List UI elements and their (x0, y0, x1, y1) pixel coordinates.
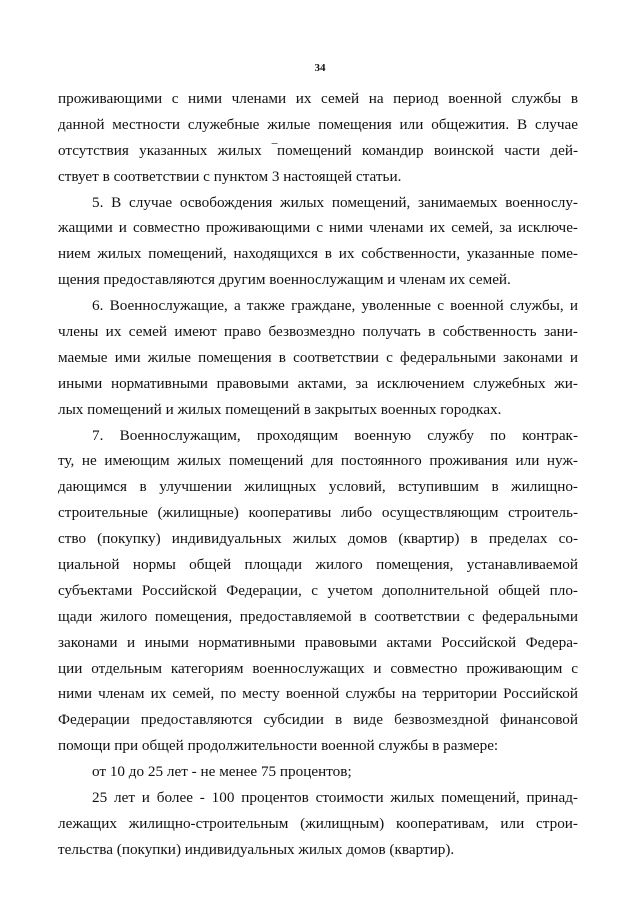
text-line: отсутствия указанных жилых ‾помещений командир воинской части дей- (58, 141, 578, 159)
text-line: Федерации предоставляются субсидии в виде безвозмездной финансовой (58, 711, 578, 729)
text-line: ту, не имеющим жилых помещений для постоянного проживания или нуж- (58, 452, 578, 470)
text-line: помощи при общей продолжительности военной службы в размере: (58, 737, 499, 755)
page-number: 34 (314, 62, 326, 74)
text-line: щения предоставляются другим военнослужащим и членам их семей. (58, 271, 511, 289)
text-line: циальной нормы общей площади жилого помещения, устанавливаемой (58, 556, 578, 574)
text-line: проживающими с ними членами их семей на период военной службы в (58, 90, 578, 107)
text-line: щади жилого помещения, предоставляемой в соответствии с федеральными (58, 607, 578, 625)
text-line: лежащих жилищно-строительным (жилищным) кооперативам, или строи- (58, 814, 578, 832)
text-line: тельства (покупки) индивидуальных жилых домов (квартир). (58, 840, 455, 858)
text-line: иными нормативными правовыми актами, за исключением служебных жи- (58, 374, 578, 392)
text-line: ними членам их семей, по месту военной службы на территории Российской (58, 685, 578, 703)
text-line: 25 лет и более - 100 процентов стоимости жилых помещений, принад- (92, 789, 578, 807)
text-line: от 10 до 25 лет - не менее 75 процентов; (92, 763, 352, 781)
text-line: жащими и совместно проживающими с ними членами их семей, за исключе- (58, 219, 578, 237)
text-line: ство (покупку) индивидуальных жилых домов (квартир) в пределах со- (58, 530, 578, 548)
text-line: субъектами Российской Федерации, с учетом дополнительной общей пло- (58, 581, 578, 599)
text-line: 6. Военнослужащие, а также граждане, уволенные с военной службы, и (92, 297, 578, 315)
text-line: 5. В случае освобождения жилых помещений, занимаемых военнослу- (92, 193, 578, 211)
document-body (58, 86, 578, 863)
text-line: дающимся в улучшении жилищных условий, вступившим в жилищно- (58, 478, 578, 496)
text-line: данной местности служебные жилые помещения или общежития. В случае (58, 115, 578, 133)
text-line: маемые ими жилые помещения в соответствии с федеральными законами и (58, 348, 578, 366)
text-line: ции отдельным категориям военнослужащих и совместно проживающим с (58, 659, 578, 677)
text-line: нием жилых помещений, находящихся в их собственности, указанные поме- (58, 245, 578, 263)
text-line: 7. Военнослужащим, проходящим военную службу по контрак- (92, 426, 578, 444)
text-line: строительные (жилищные) кооперативы либо осуществляющим строитель- (58, 504, 578, 522)
text-line: законами и иными нормативными правовыми актами Российской Федера- (58, 633, 578, 651)
text-line: ствует в соответствии с пунктом 3 настоящей статьи. (58, 167, 402, 185)
text-line: лых помещений и жилых помещений в закрытых военных городках. (58, 400, 502, 418)
text-line: члены их семей имеют право безвозмездно получать в собственность зани- (58, 323, 578, 341)
